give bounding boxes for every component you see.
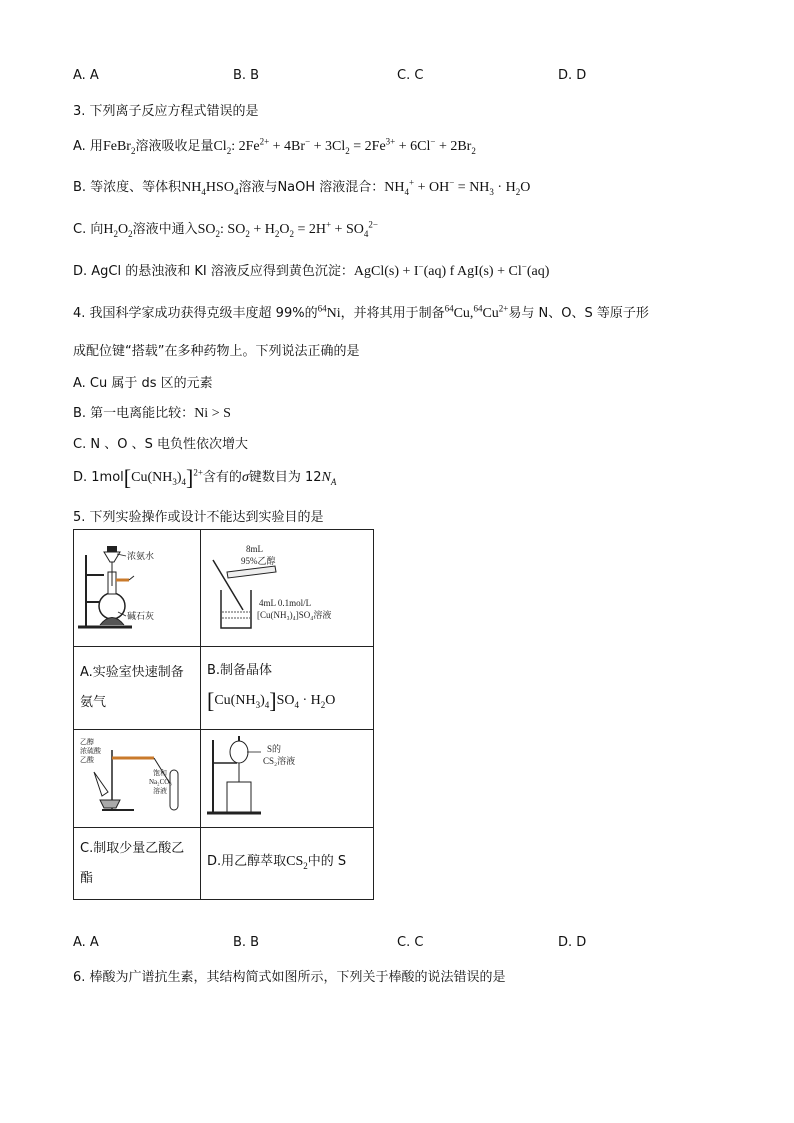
caption-a: A.实验室快速制备 氨气 [74,647,201,730]
caption-b: B.制备晶体 $[Cu(NH_3)_4]SO_4 \cdot H_2O$ [201,647,374,730]
option-a: A. A [73,68,99,83]
apparatus-d-figure [201,730,374,828]
question-3-option-a: A. 用FeBr$_2$溶液吸收足量$Cl_2$: $2Fe^{2+} + 4Br^- + 3Cl_2 = 2Fe^{3+} + 6Cl^- + 2Br_2$ [73,136,476,156]
option-a: A. A [73,935,99,950]
option-b: B. B [233,935,260,950]
option-c: C. C [397,68,424,83]
label-cs2-solution: CS₂溶液 [263,756,296,766]
label-soda-lime: 碱石灰 [127,611,155,621]
experiment-table [73,529,374,900]
question-3-option-d: D. AgCl 的悬浊液和 KI 溶液反应得到黄色沉淀：AgCl(s) + I−(aq) f AgI(s) + Cl−(aq) [73,261,550,279]
label-saturated: 饱和 [153,769,167,777]
apparatus-a-figure [74,530,201,647]
label-8ml: 8mL [246,544,263,554]
label-4ml: 4mL 0.1mol/L [259,598,312,608]
question-4-option-b: B. 第一电离能比较：Ni > S [73,406,231,421]
option-b: B. B [233,68,260,83]
option-d: D. D [558,68,587,83]
label-solution-c: 溶液 [153,787,167,795]
question-4-option-c: C. N 、O 、S 电负性依次增大 [73,437,248,452]
question-4-option-a: A. Cu 属于 ds 区的元素 [73,376,213,391]
caption-d: D.用乙醇萃取$CS_2$中的 S [201,828,374,900]
label-s-of: S的 [267,744,282,754]
label-sulfuric-acid: 浓硫酸 [80,747,101,755]
question-3-option-b: B. 等浓度、等体积$NH_4HSO_4$溶液与NaOH 溶液混合：$NH_4^+ + OH^- = NH_3 \cdot H_2O$ [73,177,531,197]
question-4-option-d: D. $1mol[Cu(NH_3)_4]^{2+}$含有的σ键数目为 $12N_A$ [73,465,337,490]
question-4-stem: 4. 我国科学家成功获得克级丰度超 99%的$^{64}$Ni，并将其用于制备$^{64}Cu,^{64}Cu^{2+}$易与 N、O、S 等原子形 [73,303,649,321]
apparatus-c-figure [74,730,201,828]
option-c: C. C [397,935,424,950]
ester-apparatus-image [74,730,199,823]
label-conc-ammonia: 浓氨水 [127,551,155,561]
question-3-stem: 3. 下列离子反应方程式错误的是 [73,104,259,119]
apparatus-b-figure [201,530,374,647]
option-d: D. D [558,935,587,950]
label-na2co3: Na₂CO₃ [149,778,172,786]
question-5-stem: 5. 下列实验操作或设计不能达到实验目的是 [73,510,324,525]
label-ethanol: 95%乙醇 [241,556,276,566]
caption-c: C.制取少量乙酸乙 酯 [74,828,201,900]
question-4-stem-line-2: 成配位键“搭载”在多种药物上。下列说法正确的是 [73,344,360,359]
label-complex-solution: [Cu(NH₃)₄]SO₄溶液 [257,610,332,620]
label-acetic-acid: 乙酸 [80,756,94,764]
crystal-apparatus-image [201,530,372,642]
question-3-option-c: C. 向$H_2O_2$溶液中通入$SO_2$: $SO_2 + H_2O_2 = 2H^+ + SO_4^{2-}$ [73,219,378,239]
extraction-apparatus-image [201,730,372,823]
label-ethanol-c: 乙醇 [80,738,94,746]
question-6-stem: 6. 棒酸为广谱抗生素，其结构简式如图所示，下列关于棒酸的说法错误的是 [73,970,506,985]
ammonia-apparatus-image [74,530,199,642]
